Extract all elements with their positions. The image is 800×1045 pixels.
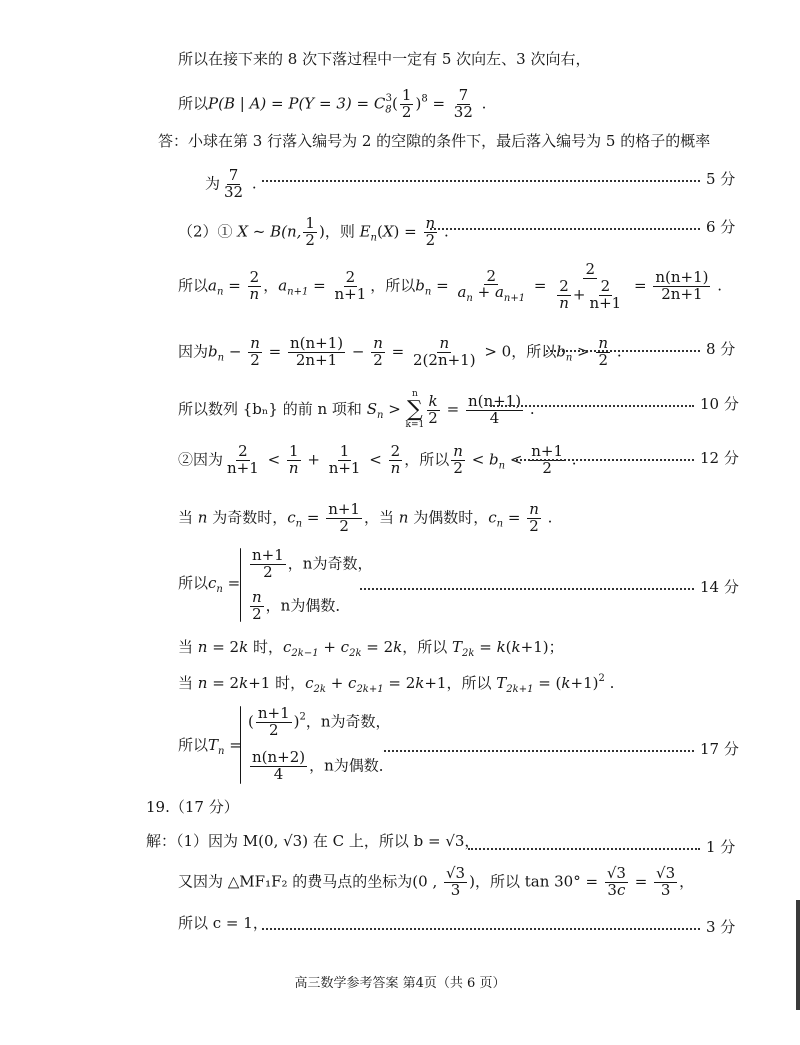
dotted-leader — [430, 228, 700, 230]
part2b-inequality: ②因为 $\frac{2}{n+1}$ < $\frac{1}{n}$ + $\frac{1}{n+1}$ < $\frac{2}{n}$ ，所以 $\frac{n}{2}$ < $b_n$ < $\frac{n+1}{2}$ . — [178, 442, 577, 477]
c-equals-line: 所以 c = 1， — [178, 914, 268, 932]
q19-solution-1: 解：（1）因为 M(0, √3) 在 C 上，所以 b = √3， — [146, 832, 480, 850]
score-1: 1 分 — [706, 838, 736, 856]
dotted-leader — [262, 928, 700, 930]
score-3: 3 分 — [706, 918, 736, 936]
dotted-leader — [360, 588, 694, 590]
score-17: 17 分 — [700, 740, 739, 758]
score-8: 8 分 — [706, 340, 736, 358]
question-19-header: 19.（17 分） — [146, 798, 239, 816]
dotted-leader — [384, 750, 694, 752]
cn-brace — [240, 548, 241, 622]
probability-equation: 所以P(B | $A) = P(Y = 3) = C_8^3$( $\frac{1}{2}$ )$^8$ = $\frac{7}{32}$ . — [178, 86, 487, 121]
cn-sentence: 当 n 为奇数时，$c_n$ = $\frac{n+1}{2}$ ，当 n 为偶数时，$c_n$ = $\frac{n}{2}$ . — [178, 500, 553, 535]
text-line-1: 所以在接下来的 8 次下落过程中一定有 5 次向左、3 次向右， — [178, 50, 591, 68]
an-bn-expression: 所以$a_n$ = $\frac{2}{n}$ ，$a_{n+1}$ = $\frac{2}{n+1}$ ，所以$b_n$ = $\frac{2}{a_n + a_{n+1}}$ = 2 $\frac{2}{n}$ + $\frac{2}{n+1}$ = $\frac{n(n+1)}{2n+1}$ . — [178, 260, 723, 312]
cn-case-odd: $\frac{n+1}{2}$ ，n为奇数， — [252, 546, 373, 581]
cn-piecewise-label: 所以$c_n$ = — [178, 574, 241, 595]
answer-line-2: 为 $\frac{7}{32}$ . — [205, 166, 257, 201]
t2k1-line: 当 n = 2k+1 时，$c_{2k} + c_{2k+1} = 2k+1$，所以 $T_{2k+1} = (k+1)^2$ . — [178, 673, 615, 695]
tn-brace — [240, 706, 241, 784]
score-5: 5 分 — [706, 170, 736, 188]
part2-binomial: （2）① X ~ B(n, $\frac{1}{2}$ )，则 $E_n(X)$ = $\frac{n}{2}$ . — [178, 214, 449, 249]
score-10: 10 分 — [700, 395, 739, 413]
dotted-leader — [490, 405, 694, 407]
score-14: 14 分 — [700, 578, 739, 596]
scan-edge — [796, 900, 800, 1010]
score-12: 12 分 — [700, 449, 739, 467]
dotted-leader — [262, 180, 700, 182]
dotted-leader — [468, 848, 700, 850]
answer-line: 答：小球在第 3 行落入编号为 2 的空隙的条件下，最后落入编号为 5 的格子的概率 — [158, 132, 711, 150]
sum-sn: 所以数列 {bₙ} 的前 n 项和 $S_n$ > n ∑ k=1 $\frac{k}{2}$ = $\frac{n(n+1)}{4}$ . — [178, 389, 535, 430]
tn-piecewise-label: 所以$T_n$ = — [178, 736, 242, 757]
dotted-leader — [512, 459, 694, 461]
t2k-line: 当 n = 2k 时，$c_{2k-1} + c_{2k} = 2k$，所以 $T_{2k} = k(k+1)$； — [178, 638, 564, 659]
cn-case-even: $\frac{n}{2}$ ，n为偶数． — [252, 588, 351, 623]
bn-inequality: 因为$b_n$ − $\frac{n}{2}$ = $\frac{n(n+1)}{2n+1}$ − $\frac{n}{2}$ = $\frac{n}{2(2n+1)}$ > 0，所以$b_n$ > $\frac{n}{2}$ . — [178, 334, 622, 369]
tn-case-odd: ( $\frac{n+1}{2}$ )$^2$，n为奇数， — [248, 704, 391, 739]
page-footer: 高三数学参考答案 第4页（共 6 页） — [294, 976, 506, 991]
dotted-leader — [546, 350, 700, 352]
fermat-point-line: 又因为 △MF₁F₂ 的费马点的坐标为(0 , $\frac{√3}{3}$ )，所以 tan 30° = $\frac{√3}{3c}$ = $\frac{√3}{3}$ ， — [178, 864, 695, 899]
tn-case-even: $\frac{n(n+2)}{4}$ ，n为偶数． — [252, 748, 394, 783]
score-6: 6 分 — [706, 218, 736, 236]
